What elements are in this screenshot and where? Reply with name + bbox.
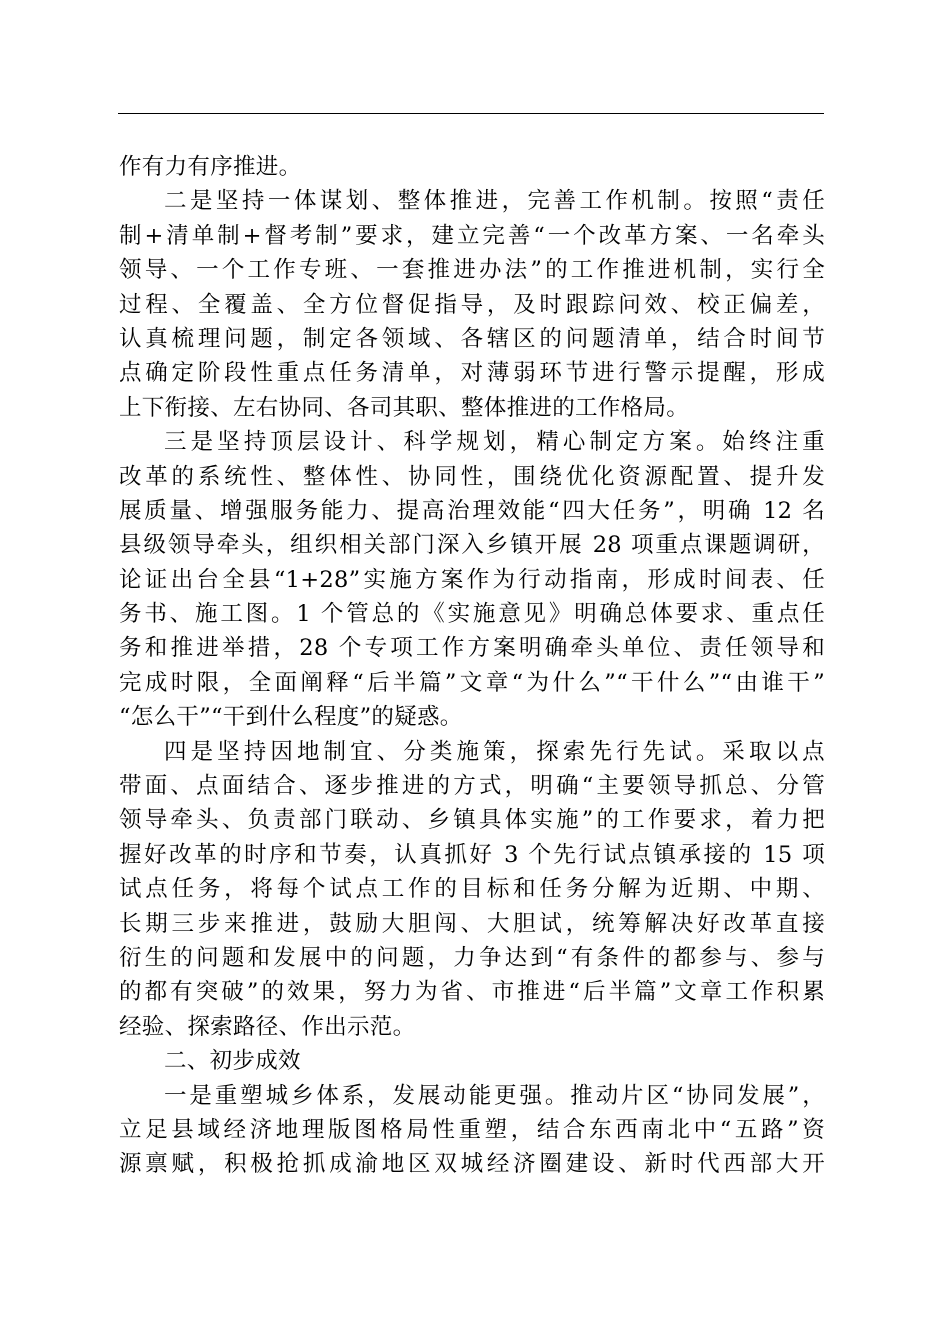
text-line: 衍生的问题和发展中的问题，力争达到“有条件的都参与、参与 xyxy=(119,944,825,971)
text-line: 制+清单制+督考制”要求，建立完善“一个改革方案、一名牵头 xyxy=(119,222,825,249)
text-line: 论证出台全县“1+28”实施方案作为行动指南，形成时间表、任 xyxy=(119,566,825,593)
text-line: 长期三步来推进，鼓励大胆闯、大胆试，统筹解决好改革直接 xyxy=(119,910,825,937)
text-line: 认真梳理问题，制定各领域、各辖区的问题清单，结合时间节 xyxy=(119,325,825,352)
text-line: 经验、探索路径、作出示范。 xyxy=(119,1013,416,1040)
text-line: 上下衔接、左右协同、各司其职、整体推进的工作格局。 xyxy=(119,394,690,421)
text-line: 点确定阶段性重点任务清单，对薄弱环节进行警示提醒，形成 xyxy=(119,360,825,387)
text-line: 三是坚持顶层设计、科学规划，精心制定方案。始终注重 xyxy=(164,429,825,456)
text-line: 完成时限，全面阐释“后半篇”文章“为什么”“干什么”“由谁干” xyxy=(119,669,825,696)
text-line: 二是坚持一体谋划、整体推进，完善工作机制。按照“责任 xyxy=(164,188,825,215)
text-line: 四是坚持因地制宜、分类施策，探索先行先试。采取以点 xyxy=(164,738,825,765)
text-line: 握好改革的时序和节奏，认真抓好 3 个先行试点镇承接的 15 项 xyxy=(119,841,825,868)
text-line: 的都有突破”的效果，努力为省、市推进“后半篇”文章工作积累 xyxy=(119,979,825,1006)
body-text xyxy=(119,150,825,1182)
text-line: 领导牵头、负责部门联动、乡镇具体实施”的工作要求，着力把 xyxy=(119,807,825,834)
text-line: 改革的系统性、整体性、协同性，围绕优化资源配置、提升发 xyxy=(119,463,825,490)
text-line: 县级领导牵头，组织相关部门深入乡镇开展 28 项重点课题调研， xyxy=(119,532,825,559)
text-line: 过程、全覆盖、全方位督促指导，及时跟踪问效、校正偏差， xyxy=(119,291,825,318)
text-line: 立足县域经济地理版图格局性重塑，结合东西南北中“五路”资 xyxy=(119,1116,825,1143)
text-line: 展质量、增强服务能力、提高治理效能“四大任务”，明确 12 名 xyxy=(119,497,825,524)
text-line: 二、初步成效 xyxy=(164,1048,301,1075)
text-line: 务和推进举措，28 个专项工作方案明确牵头单位、责任领导和 xyxy=(119,635,825,662)
header-rule xyxy=(118,113,824,114)
text-line: 带面、点面结合、逐步推进的方式，明确“主要领导抓总、分管 xyxy=(119,773,825,800)
text-line: 领导、一个工作专班、一套推进办法”的工作推进机制，实行全 xyxy=(119,257,825,284)
text-line: 务书、施工图。1 个管总的《实施意见》明确总体要求、重点任 xyxy=(119,601,825,628)
text-line: 作有力有序推进。 xyxy=(119,154,302,180)
text-line: 源禀赋，积极抢抓成渝地区双城经济圈建设、新时代西部大开 xyxy=(119,1151,825,1178)
text-line: “怎么干”“干到什么程度”的疑惑。 xyxy=(119,704,463,731)
text-line: 一是重塑城乡体系，发展动能更强。推动片区“协同发展”， xyxy=(164,1082,825,1109)
text-line: 试点任务，将每个试点工作的目标和任务分解为近期、中期、 xyxy=(119,876,825,903)
